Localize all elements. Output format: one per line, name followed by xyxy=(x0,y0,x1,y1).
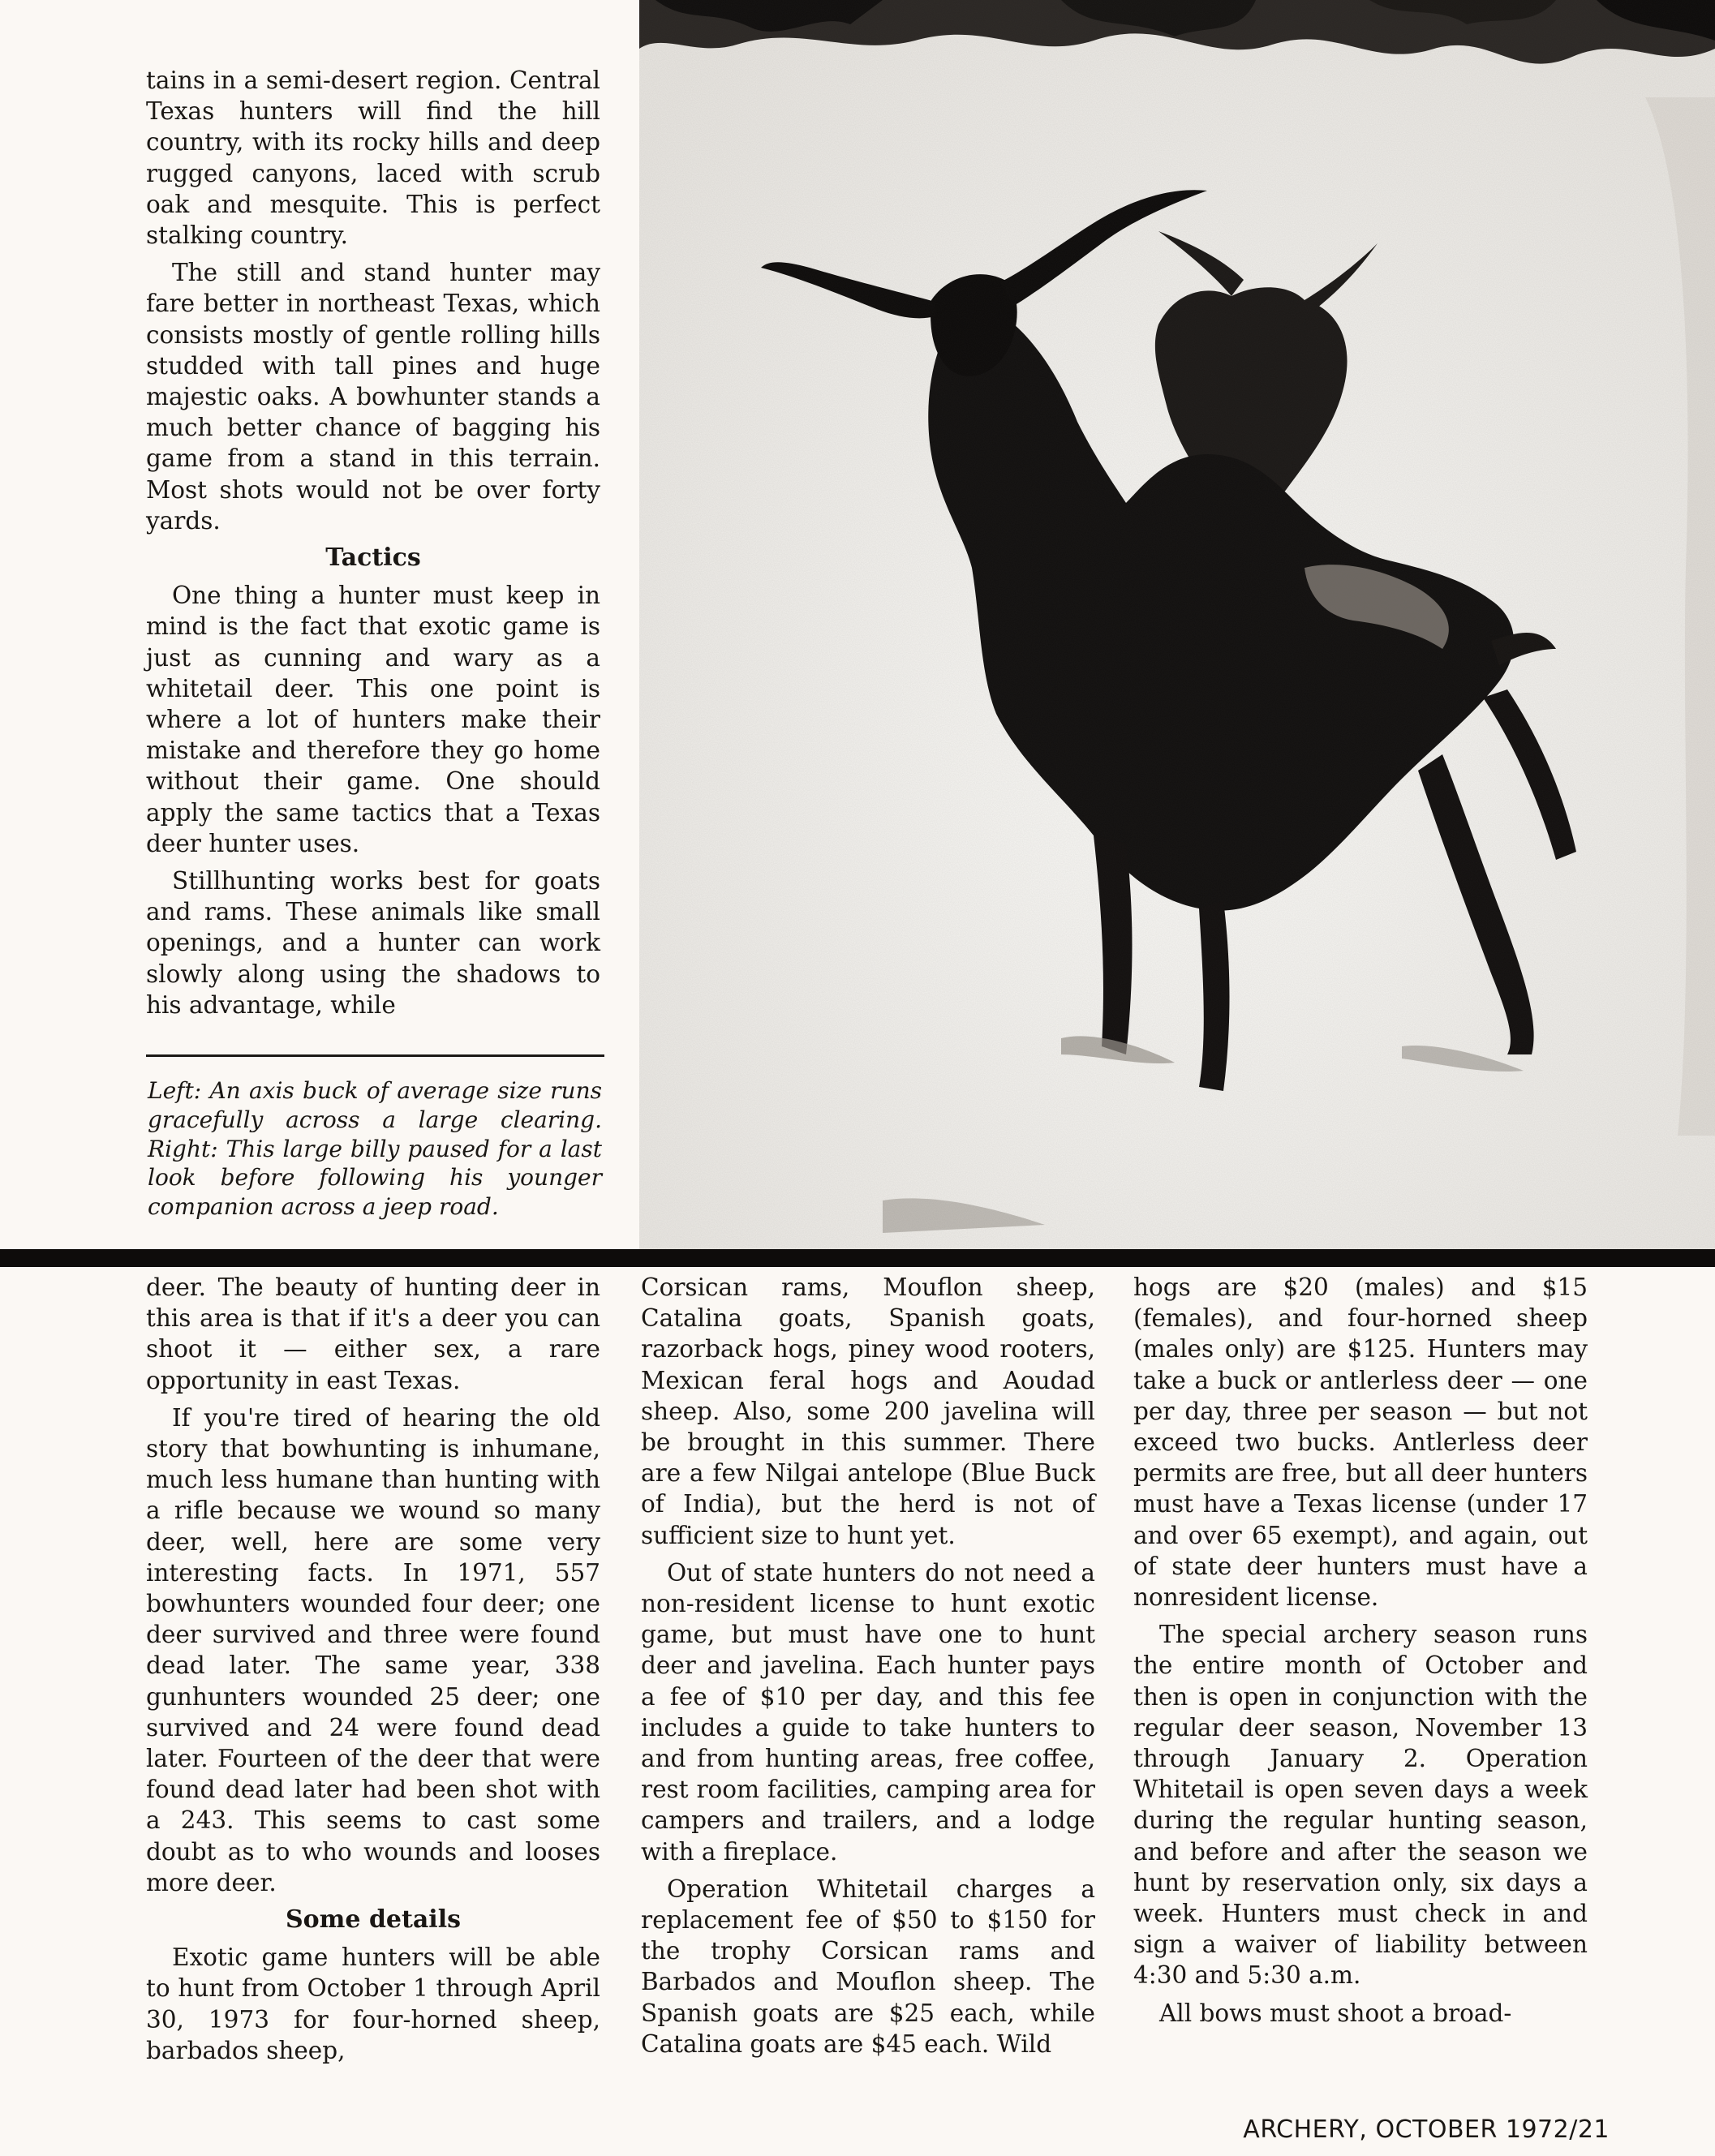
section-heading-tactics: Tactics xyxy=(325,543,421,573)
paragraph: Corsican rams, Mouflon sheep, Catalina goats, Spanish goats, razorback hogs, piney wood rooters, Mexican feral hogs and Aoudad sheep. Also, some 200 javelina will be brought in this summer. There are a few Nilgai antelope (Blue Buck of India), but the herd is not of sufficient size to hunt yet. xyxy=(641,1273,1095,1549)
paragraph: deer. The beauty of hunting deer in this area is that if it's a deer you can shoot it — either sex, a rare opportunity in east Texas. xyxy=(146,1273,600,1394)
paragraph: One thing a hunter must keep in mind is the fact that exotic game is just as cunning and wary as a whitetail deer. This one point is where a lot of hunters make their mistake and therefore they go home without their game. One should apply the same tactics that a Texas deer hunter uses. xyxy=(146,582,600,857)
paragraph: hogs are $20 (males) and $15 (females), and four-horned sheep (males only) are $125. Hunters may take a buck or antlerless deer — one per day, three per season — but not exceed two bucks. Antlerless deer permits are free, but all deer hunters must have a Texas license (under 17 and over 65 exempt), and again, out of state deer hunters must have a nonresident license. xyxy=(1133,1273,1588,1612)
caption-divider xyxy=(146,1054,604,1057)
paragraph: The still and stand hunter may fare better in northeast Texas, which consists mostly of gentle rolling hills studded with tall pines and huge majestic oaks. A bowhunter stands a much better chance of bagging his game from a stand in this terrain. Most shots would not be over forty yards. xyxy=(146,259,600,535)
goat-photo xyxy=(639,0,1715,1249)
paragraph: Exotic game hunters will be able to hunt from October 1 through April 30, 1973 for four-horned sheep, barbados sheep, xyxy=(146,1943,600,2064)
paragraph: Stillhunting works best for goats and rams. These animals like small openings, and a hunter can work slowly along using the shadows to his advantage, while xyxy=(146,867,600,1019)
section-heading-some-details: Some details xyxy=(286,1905,461,1935)
column-top-left xyxy=(146,65,600,1020)
paragraph: If you're tired of hearing the old story that bowhunting is inhumane, much less humane than hunting with a rifle because we wound so many deer, well, here are some very interesting facts. In 1971, 557 bowhunters wounded four deer; one deer survived and three were found dead later. The same year, 338 gunhunters wounded 25 deer; one survived and 24 were found dead later. Fourteen of the deer that were found dead later had been shot with a 243. This seems to cast some doubt as to who wounds and looses more deer. xyxy=(146,1403,600,1896)
column-3 xyxy=(1133,1272,1588,2029)
column-1 xyxy=(146,1272,600,2066)
paragraph: tains in a semi-desert region. Central Texas hunters will find the hill country, with its rocky hills and deep rugged canyons, laced with scrub oak and mesquite. This is perfect stalking country. xyxy=(146,67,600,250)
paragraph: The special archery season runs the entire month of October and then is open in conjunction with the regular deer season, November 13 through January 2. Operation Whitetail is open seven days a week during the regular hunting season, and before and after the season we hunt by reservation only, six days a week. Hunters must check in and sign a waiver of liability between 4:30 and 5:30 a.m. xyxy=(1133,1621,1588,1990)
page-footer: ARCHERY, OCTOBER 1972/21 xyxy=(1243,2115,1610,2144)
paragraph: All bows must shoot a broad- xyxy=(1159,1999,1512,2027)
goat-illustration xyxy=(639,0,1715,1249)
section-divider-rule xyxy=(0,1249,1715,1267)
photo-caption: Left: An axis buck of average size runs gracefully across a large clearing. Right: This large billy paused for a last look before following his younger companion across a jeep road. xyxy=(148,1077,602,1221)
paragraph: Operation Whitetail charges a replacement fee of $50 to $150 for the trophy Corsican rams and Barbados and Mouflon sheep. The Spanish goats are $25 each, while Catalina goats are $45 each. Wild xyxy=(641,1875,1095,2058)
paragraph: Out of state hunters do not need a non-resident license to hunt exotic game, but must have one to hunt deer and javelina. Each hunter pays a fee of $10 per day, and this fee includes a guide to take hunters to and from hunting areas, free coffee, rest room facilities, camping area for campers and trailers, and a lodge with a fireplace. xyxy=(641,1558,1095,1866)
column-2 xyxy=(641,1272,1095,2059)
